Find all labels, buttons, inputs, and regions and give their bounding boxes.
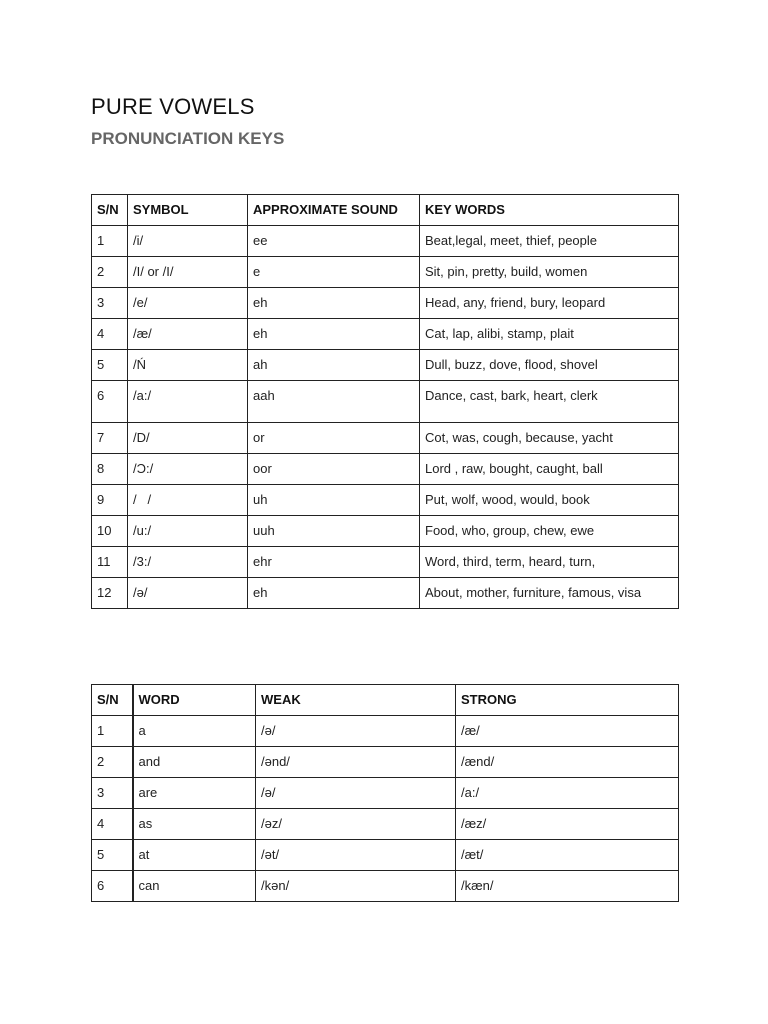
table-header-row [92,195,679,226]
table-row [92,578,679,609]
cell-sound: ah [248,350,420,381]
pure-vowels-table [91,194,679,609]
cell-symbol: /Ɔ:/ [128,454,248,485]
cell-weak: /ə/ [256,778,456,809]
cell-sn: 4 [92,319,128,350]
table-row [92,381,679,423]
cell-symbol: /I/ or /I/ [128,257,248,288]
table-row [92,319,679,350]
cell-sn: 2 [92,257,128,288]
cell-sn: 7 [92,423,128,454]
cell-sn: 11 [92,547,128,578]
cell-keywords: Dull, buzz, dove, flood, shovel [420,350,679,381]
header-word: WORD [133,685,256,716]
table-row [92,516,679,547]
cell-sn: 6 [92,381,128,423]
cell-sound: uuh [248,516,420,547]
cell-symbol: /e/ [128,288,248,319]
cell-symbol: /i/ [128,226,248,257]
cell-sound: uh [248,485,420,516]
cell-symbol: /D/ [128,423,248,454]
cell-sn: 6 [92,871,133,902]
cell-sn: 3 [92,778,133,809]
cell-word: and [133,747,256,778]
cell-sound: eh [248,578,420,609]
cell-sn: 5 [92,350,128,381]
cell-symbol: /Ń [128,350,248,381]
cell-sn: 10 [92,516,128,547]
header-sn: S/N [92,195,128,226]
cell-sound: aah [248,381,420,423]
cell-weak: /ət/ [256,840,456,871]
cell-sn: 1 [92,226,128,257]
header-weak: WEAK [256,685,456,716]
cell-sn: 4 [92,809,133,840]
cell-word: are [133,778,256,809]
cell-sound: eh [248,288,420,319]
cell-sn: 3 [92,288,128,319]
cell-keywords: Put, wolf, wood, would, book [420,485,679,516]
cell-sn: 5 [92,840,133,871]
cell-symbol: /3:/ [128,547,248,578]
cell-word: can [133,871,256,902]
cell-keywords: Beat,legal, meet, thief, people [420,226,679,257]
cell-weak: /ənd/ [256,747,456,778]
table-row [92,454,679,485]
cell-keywords: Dance, cast, bark, heart, clerk [420,381,679,423]
cell-keywords: Cot, was, cough, because, yacht [420,423,679,454]
table-header-row [92,685,679,716]
header-approximate-sound: APPROXIMATE SOUND [248,195,420,226]
table-row [92,778,679,809]
cell-keywords: Food, who, group, chew, ewe [420,516,679,547]
cell-sound: e [248,257,420,288]
cell-strong: /æz/ [456,809,679,840]
table-row [92,350,679,381]
table-row [92,485,679,516]
page-title: PURE VOWELS [91,94,255,119]
cell-symbol: / / [128,485,248,516]
header-sn: S/N [92,685,133,716]
cell-sound: eh [248,319,420,350]
cell-weak: /əz/ [256,809,456,840]
cell-sn: 8 [92,454,128,485]
cell-keywords: About, mother, furniture, famous, visa [420,578,679,609]
cell-strong: /æt/ [456,840,679,871]
cell-symbol: /ə/ [128,578,248,609]
cell-sn: 2 [92,747,133,778]
table-row [92,226,679,257]
cell-sn: 12 [92,578,128,609]
cell-sound: ehr [248,547,420,578]
cell-sn: 1 [92,716,133,747]
cell-symbol: /u:/ [128,516,248,547]
table-row [92,747,679,778]
cell-weak: /kən/ [256,871,456,902]
cell-keywords: Word, third, term, heard, turn, [420,547,679,578]
cell-keywords: Cat, lap, alibi, stamp, plait [420,319,679,350]
cell-keywords: Lord , raw, bought, caught, ball [420,454,679,485]
header-strong: STRONG [456,685,679,716]
cell-weak: /ə/ [256,716,456,747]
cell-keywords: Sit, pin, pretty, build, women [420,257,679,288]
cell-word: at [133,840,256,871]
cell-strong: /ænd/ [456,747,679,778]
table-row [92,809,679,840]
cell-strong: /kæn/ [456,871,679,902]
cell-sound: or [248,423,420,454]
table-row [92,423,679,454]
cell-sn: 9 [92,485,128,516]
cell-symbol: /æ/ [128,319,248,350]
cell-symbol: /a:/ [128,381,248,423]
table-row [92,547,679,578]
cell-keywords: Head, any, friend, bury, leopard [420,288,679,319]
cell-sound: oor [248,454,420,485]
cell-strong: /a:/ [456,778,679,809]
cell-sound: ee [248,226,420,257]
table-row [92,871,679,902]
table-row [92,288,679,319]
page-subtitle: PRONUNCIATION KEYS [91,129,285,148]
header-key-words: KEY WORDS [420,195,679,226]
table-row [92,716,679,747]
table-row [92,840,679,871]
cell-word: as [133,809,256,840]
table-row [92,257,679,288]
cell-word: a [133,716,256,747]
weak-strong-forms-table [91,684,679,902]
cell-strong: /æ/ [456,716,679,747]
header-symbol: SYMBOL [128,195,248,226]
